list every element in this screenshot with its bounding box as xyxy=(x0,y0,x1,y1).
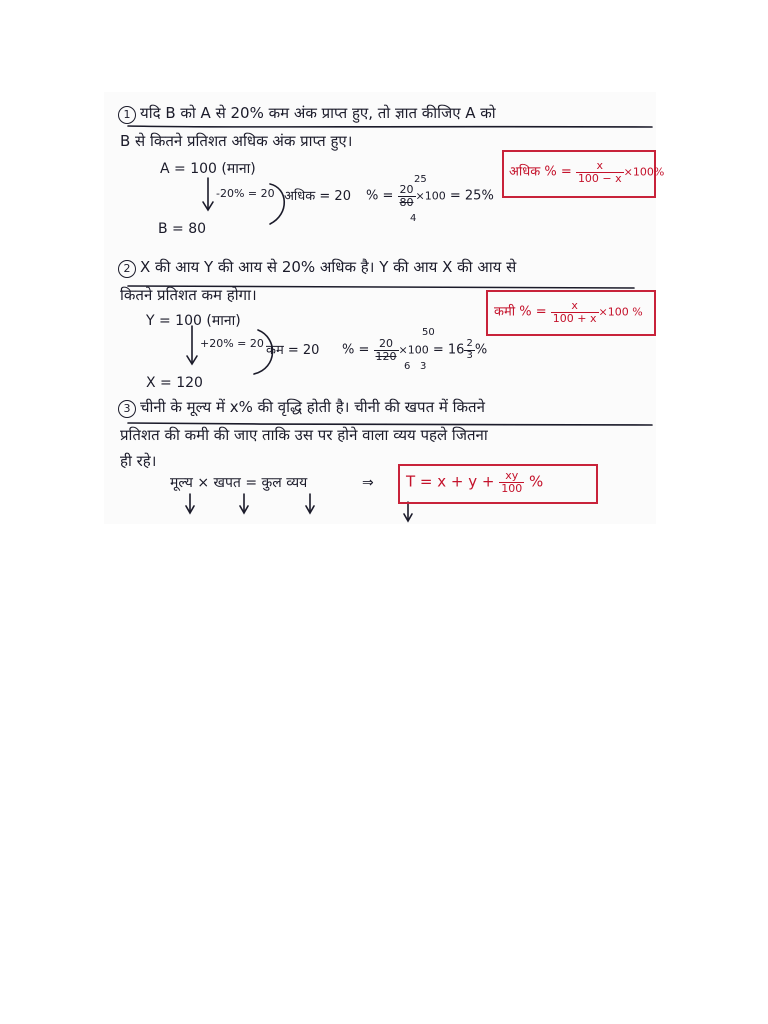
q3-formula-fraction xyxy=(499,470,524,494)
q3-formula-lhs: T = xyxy=(406,472,433,491)
q3-equation: मूल्य × खपत = कुल व्यय xyxy=(170,475,308,491)
q2-result-fraction xyxy=(464,339,474,361)
q3-number: 3 xyxy=(118,400,136,418)
q2-kam: कम = 20 xyxy=(266,343,320,358)
q2-formula xyxy=(494,300,643,324)
q2-cancel-bottom: 3 xyxy=(420,361,427,372)
q2-question-line1: X की आय Y की आय से 20% अधिक है। Y की आय X की आय से xyxy=(140,258,517,276)
q2-fraction-den-cancelled: 120 xyxy=(375,349,397,363)
q3-implies-arrow: ⇒ xyxy=(362,475,374,491)
q1-formula xyxy=(509,160,664,184)
q2-formula-lhs: कमी % = xyxy=(494,304,547,320)
q1-times-100: ×100 xyxy=(415,189,446,203)
q2-text-line1 xyxy=(118,260,516,278)
q2-times-100: ×100 xyxy=(398,343,429,357)
q2-fraction xyxy=(374,338,399,362)
q3-question-line3: ही रहे। xyxy=(120,452,157,470)
q2-fraction-den xyxy=(374,351,399,363)
q1-number: 1 xyxy=(118,106,136,124)
q3-text-line1 xyxy=(118,400,485,418)
q1-step: -20% = 20 xyxy=(216,187,275,200)
q2-y-assumed: Y = 100 (माना) xyxy=(146,313,241,329)
q1-adhik: अधिक = 20 xyxy=(284,189,351,204)
q3-formula-num: xy xyxy=(499,470,524,483)
q2-fraction-num: 20 xyxy=(374,338,399,351)
q2-cancel-top: 50 xyxy=(422,327,435,338)
q1-formula-den: 100 − x xyxy=(577,171,622,185)
q2-formula-num: x xyxy=(551,300,599,313)
q3-question-line1: चीनी के मूल्य में x% की वृद्धि होती है। चीनी की खपत में कितने xyxy=(140,398,485,416)
q2-number: 2 xyxy=(118,260,136,278)
q1-formula-fraction xyxy=(576,160,624,184)
q1-b-value: B = 80 xyxy=(158,221,207,237)
q2-cancel-den: 6 xyxy=(404,361,411,372)
q1-cancel-den: 4 xyxy=(410,213,417,224)
q1-formula-tail: ×100% xyxy=(623,165,665,179)
q2-formula-tail: ×100 % xyxy=(598,305,643,319)
q2-formula-fraction xyxy=(551,300,599,324)
q1-fraction-num: 20 xyxy=(399,183,414,196)
q2-calc xyxy=(342,338,487,362)
q2-result-whole: = 16 xyxy=(432,342,465,358)
q2-x-value: X = 120 xyxy=(146,375,203,391)
q1-question-line1: यदि B को A से 20% कम अंक प्राप्त हुए, तो ज्ञात कीजिए A को xyxy=(140,104,496,122)
q1-formula-num: x xyxy=(576,160,624,173)
q3-question-line2: प्रतिशत की कमी की जाए ताकि उस पर होने वाला व्यय पहले जितना xyxy=(120,426,488,444)
q1-cancel-top: 25 xyxy=(414,174,427,185)
q3-formula-mid: x + y + xyxy=(437,472,495,491)
q2-step: +20% = 20 xyxy=(200,337,264,350)
q2-pct-prefix: % = xyxy=(342,342,370,358)
q1-fraction-den xyxy=(398,197,416,209)
q1-fraction-den-cancelled: 80 xyxy=(399,195,414,209)
q2-formula-den: 100 + x xyxy=(552,311,597,325)
q3-formula-den: 100 xyxy=(501,481,523,495)
q2-question-line2: कितने प्रतिशत कम होगा। xyxy=(120,286,257,304)
handwritten-notes xyxy=(104,92,665,524)
q1-text-line1 xyxy=(118,106,496,124)
q1-result: = 25% xyxy=(449,188,494,204)
q1-calc xyxy=(366,184,494,208)
q1-formula-lhs: अधिक % = xyxy=(509,164,572,180)
q1-question-line2: B से कितने प्रतिशत अधिक अंक प्राप्त हुए। xyxy=(120,132,353,150)
q1-fraction xyxy=(398,184,416,208)
q2-result-pct: % xyxy=(474,342,488,358)
q1-a-assumed: A = 100 (माना) xyxy=(160,161,256,177)
q1-pct-prefix: % = xyxy=(366,188,394,204)
q3-formula-tail: % xyxy=(529,472,544,491)
q2-result-num: 2 xyxy=(466,338,473,350)
q3-formula xyxy=(406,470,543,494)
q2-result-den: 3 xyxy=(466,349,473,361)
